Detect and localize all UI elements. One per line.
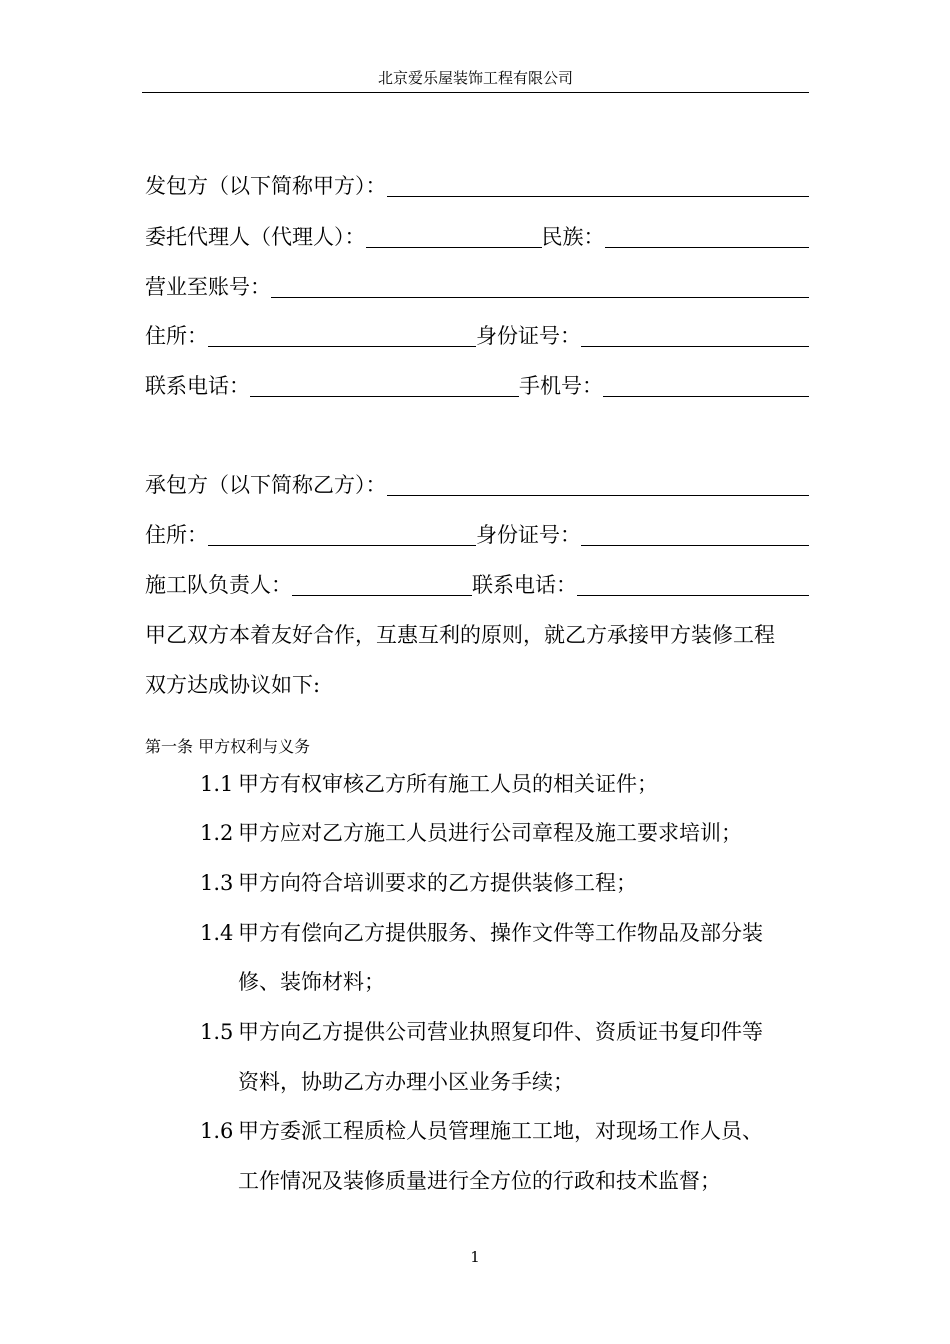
party-a-agent-row: [145, 222, 809, 252]
clause-text: 甲方向符合培训要求的乙方提供装修工程；: [238, 871, 637, 895]
header-rule: [142, 92, 809, 93]
party-a-phone-blank[interactable]: [250, 374, 519, 397]
agent-blank[interactable]: [366, 225, 542, 248]
clause-text: 甲方有权审核乙方所有施工人员的相关证件；: [238, 772, 658, 796]
party-a-name-blank[interactable]: [387, 174, 810, 197]
clause-1-1: [200, 769, 810, 799]
party-a-id-blank[interactable]: [581, 324, 809, 347]
clause-text: 甲方向乙方提供公司营业执照复印件、资质证书复印件等: [238, 1020, 763, 1044]
account-label: 营业至账号：: [145, 275, 271, 299]
clause-text: 甲方应对乙方施工人员进行公司章程及施工要求培训；: [238, 821, 742, 845]
page-header: 北京爱乐屋装饰工程有限公司: [377, 69, 573, 87]
clause-number: 1.6: [200, 1119, 234, 1143]
party-b-phone-label: 联系电话：: [472, 573, 577, 597]
clause-1-4-continued: 修、装饰材料；: [238, 970, 385, 994]
page-number: 1: [470, 1248, 480, 1266]
party-a-id-label: 身份证号：: [476, 324, 581, 348]
clause-number: 1.5: [200, 1020, 234, 1044]
party-a-address-row: [145, 321, 809, 351]
clause-1-6: [200, 1116, 810, 1146]
team-leader-label: 施工队负责人：: [145, 573, 292, 597]
clause-number: 1.1: [200, 772, 234, 796]
party-a-phone-label: 联系电话：: [145, 374, 250, 398]
ethnicity-label: 民族：: [541, 225, 605, 249]
clause-number: 1.4: [200, 921, 234, 945]
clause-number: 1.3: [200, 871, 234, 895]
agent-label: 委托代理人（代理人）：: [145, 225, 366, 249]
party-a-title-row: [145, 171, 809, 201]
party-b-address-label: 住所：: [145, 523, 208, 547]
party-a-address-blank[interactable]: [208, 324, 476, 347]
party-b-id-blank[interactable]: [581, 523, 809, 546]
party-b-phone-blank[interactable]: [577, 573, 809, 596]
section-1-title: 第一条 甲方权利与义务: [145, 737, 311, 756]
party-a-mobile-blank[interactable]: [603, 374, 809, 397]
clause-text: 甲方委派工程质检人员管理施工工地，对现场工作人员、: [238, 1119, 763, 1143]
party-a-title-label: 发包方（以下简称甲方）：: [145, 174, 387, 198]
party-a-account-row: [145, 272, 809, 302]
clause-number: 1.2: [200, 821, 234, 845]
clause-1-5: [200, 1017, 810, 1047]
party-b-title-row: [145, 470, 809, 500]
party-a-mobile-label: 手机号：: [519, 374, 603, 398]
team-leader-blank[interactable]: [292, 573, 472, 596]
account-blank[interactable]: [271, 275, 809, 298]
clause-1-2: [200, 818, 810, 848]
party-a-address-label: 住所：: [145, 324, 208, 348]
ethnicity-blank[interactable]: [605, 225, 810, 248]
intro-line-2: 双方达成协议如下:: [145, 673, 321, 697]
intro-line-1: 甲乙双方本着友好合作，互惠互利的原则，就乙方承接甲方装修工程: [145, 623, 775, 647]
party-b-leader-row: [145, 570, 809, 600]
party-b-title-label: 承包方（以下简称乙方）：: [145, 473, 387, 497]
clause-1-4: [200, 918, 810, 948]
clause-text: 甲方有偿向乙方提供服务、操作文件等工作物品及部分装: [238, 921, 763, 945]
clause-1-6-continued: 工作情况及装修质量进行全方位的行政和技术监督；: [238, 1169, 721, 1193]
party-b-name-blank[interactable]: [387, 473, 810, 496]
party-b-address-blank[interactable]: [208, 523, 476, 546]
party-b-address-row: [145, 520, 809, 550]
party-a-phone-row: [145, 371, 809, 401]
party-b-id-label: 身份证号：: [476, 523, 581, 547]
clause-1-5-continued: 资料，协助乙方办理小区业务手续；: [238, 1070, 574, 1094]
clause-1-3: [200, 868, 810, 898]
